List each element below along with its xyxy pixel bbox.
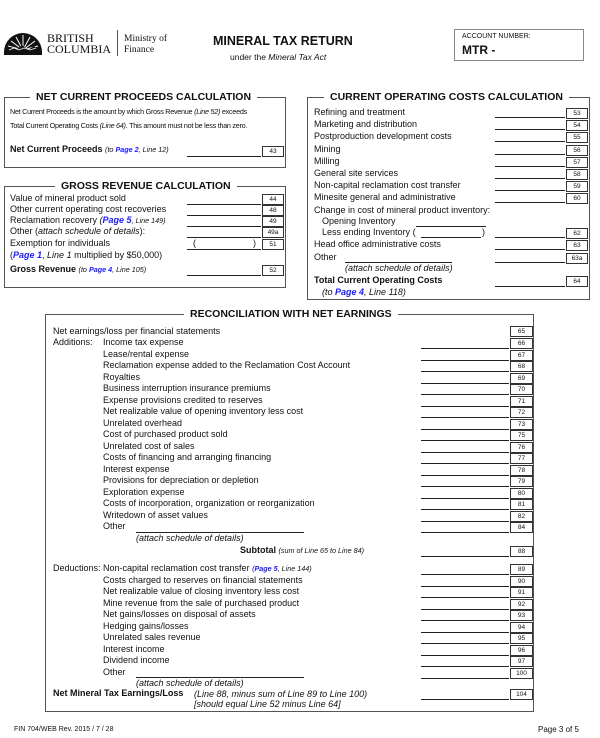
total-operating-costs-input[interactable] xyxy=(495,286,565,287)
deduction-item-label: Interest income xyxy=(103,643,165,654)
deductions-attach-note: (attach schedule of details) xyxy=(136,678,244,688)
oc-item-label: Minesite general and administrative xyxy=(314,192,456,203)
addition-item-input[interactable] xyxy=(421,406,509,407)
addition-item-label: Cost of purchased product sold xyxy=(103,429,228,439)
addition-item-label: Income tax expense xyxy=(103,337,184,347)
deduction-item-input[interactable] xyxy=(421,666,509,667)
addition-line-number: 77 xyxy=(510,453,533,464)
oc-item-label: Mining xyxy=(314,143,341,154)
deduction-line-number: 89 xyxy=(510,564,533,575)
addition-item-input[interactable] xyxy=(421,521,509,522)
deduction-item-label: Net gains/losses on disposal of assets xyxy=(103,609,256,619)
deduction-line-number: 90 xyxy=(510,576,533,587)
oc-line-63a-input[interactable] xyxy=(495,262,565,263)
oc-line-63-input[interactable] xyxy=(495,249,565,250)
net-mineral-tax-ref-2: [should equal Line 52 minus Line 64] xyxy=(194,699,341,709)
oc-item-input[interactable] xyxy=(495,154,565,155)
deduction-item-input[interactable] xyxy=(421,620,509,621)
ministry-name xyxy=(124,34,167,56)
net-mineral-tax-ref-1: (Line 88, minus sum of Line 89 to Line 100) xyxy=(194,689,368,699)
addition-line-number: 80 xyxy=(510,488,533,499)
deduction-line-number: 95 xyxy=(510,633,533,644)
gr-exemption-note: (Page 1, Line 1 multiplied by $50,000) xyxy=(10,250,163,260)
form-subtitle: under the Mineral Tax Act xyxy=(230,52,327,62)
oc-line-number: 57 xyxy=(566,157,588,168)
line-88: 88 xyxy=(510,546,533,557)
org-line2: COLUMBIA xyxy=(47,42,112,56)
addition-line-number: 82 xyxy=(510,511,533,522)
gr-item-49-input[interactable] xyxy=(187,226,261,227)
bc-sun-mountain-icon xyxy=(2,28,44,56)
oc-item-input[interactable] xyxy=(495,117,565,118)
gross-revenue-title: GROSS REVENUE CALCULATION xyxy=(55,180,237,192)
addition-item-label: Provisions for depreciation or depletion xyxy=(103,475,259,485)
deduction-item-input[interactable] xyxy=(421,632,509,633)
inventory-change-label: Change in cost of mineral product inventory: xyxy=(314,205,491,215)
addition-item-input[interactable] xyxy=(421,509,509,510)
addition-line-number: 79 xyxy=(510,476,533,487)
addition-item-input[interactable] xyxy=(421,475,509,476)
page-1-link[interactable]: Page 1 xyxy=(13,250,43,260)
ncp-input[interactable] xyxy=(187,156,261,157)
ending-inventory-input[interactable] xyxy=(421,237,481,238)
addition-line-number: 70 xyxy=(510,384,533,395)
addition-item-label: Reclamation expense added to the Reclamation Cost Account xyxy=(103,360,351,370)
addition-item-input[interactable] xyxy=(421,383,509,384)
addition-item-input[interactable] xyxy=(421,394,509,395)
additions-attach-note: (attach schedule of details) xyxy=(136,533,244,543)
addition-line-number: 67 xyxy=(510,350,533,361)
oc-item-input[interactable] xyxy=(495,178,565,179)
oc-item-input[interactable] xyxy=(495,190,565,191)
total-operating-costs-ref: (to Page 4, Line 118) xyxy=(322,287,406,297)
net-current-proceeds-title: NET CURRENT PROCEEDS CALCULATION xyxy=(30,91,257,103)
oc-line-number: 60 xyxy=(566,193,588,204)
gr-item-51-paren-open: ( xyxy=(193,238,196,248)
addition-item-input[interactable] xyxy=(421,498,509,499)
addition-item-label: Royalties xyxy=(103,371,141,382)
addition-line-number: 69 xyxy=(510,373,533,384)
gr-item-51-input[interactable] xyxy=(187,249,261,250)
addition-item-label: Expense provisions credited to reserves xyxy=(103,394,263,405)
operating-costs-title: CURRENT OPERATING COSTS CALCULATION xyxy=(324,91,569,103)
addition-item-label: Other xyxy=(103,521,126,531)
addition-item-input[interactable] xyxy=(421,532,509,533)
deduction-item-label: Unrelated sales revenue xyxy=(103,632,201,642)
addition-item-input[interactable] xyxy=(421,486,509,487)
net-mineral-tax-input[interactable] xyxy=(421,699,509,700)
addition-item-label: Lease/rental expense xyxy=(103,348,190,359)
additions-label: Additions: xyxy=(53,337,93,347)
gr-item-49a-label: Other (attach schedule of details): xyxy=(10,226,146,236)
oc-item-input[interactable] xyxy=(495,141,565,142)
page-5-link-2[interactable]: Page 5 xyxy=(254,564,278,573)
opening-inventory-input[interactable] xyxy=(416,226,486,227)
total-operating-costs-label: Total Current Operating Costs xyxy=(314,275,443,285)
page-2-link[interactable]: Page 2 xyxy=(115,145,139,154)
addition-item-label: Writedown of asset values xyxy=(103,509,208,520)
form-id: FIN 704/WEB Rev. 2015 / 7 / 28 xyxy=(14,726,114,733)
addition-line-number: 78 xyxy=(510,465,533,476)
ending-inventory-label: Less ending Inventory ( xyxy=(322,227,416,237)
oc-item-label: Non-capital reclamation cost transfer xyxy=(314,180,461,191)
gross-revenue-total-label: Gross Revenue (to Page 4, Line 105) xyxy=(10,264,147,274)
deduction-item-input[interactable] xyxy=(421,643,509,644)
addition-item-label: Business interruption insurance premiums xyxy=(103,383,271,393)
page-4-link-2[interactable]: Page 4 xyxy=(335,287,365,297)
oc-item-label: Postproduction development costs xyxy=(314,131,452,142)
ncp-description-1: Net Current Proceeds is the amount by which Gross Revenue (Line 52) exceeds xyxy=(10,107,247,116)
opening-inventory-label: Opening Inventory xyxy=(322,216,396,226)
logo-divider xyxy=(117,30,118,56)
net-mineral-tax-label: Net Mineral Tax Earnings/Loss xyxy=(53,688,184,698)
deduction-item-input[interactable] xyxy=(421,678,509,679)
addition-line-number: 76 xyxy=(510,442,533,453)
deduction-item-label: Dividend income xyxy=(103,655,170,665)
oc-item-label: Marketing and distribution xyxy=(314,119,418,130)
ending-inventory-paren-close: ) xyxy=(482,227,485,237)
account-number-value[interactable]: MTR - xyxy=(462,43,496,57)
addition-item-input[interactable] xyxy=(421,360,509,361)
gr-item-48-input[interactable] xyxy=(187,215,261,216)
head-office-label: Head office administrative costs xyxy=(314,239,441,249)
deduction-item-label: Other xyxy=(103,666,126,677)
line-43: 43 xyxy=(262,146,284,157)
deduction-line-number: 91 xyxy=(510,587,533,598)
line-49a: 49a xyxy=(262,227,284,238)
oc-item-input[interactable] xyxy=(495,166,565,167)
addition-item-input[interactable] xyxy=(421,429,509,430)
addition-item-label: Interest expense xyxy=(103,463,170,474)
addition-line-number: 72 xyxy=(510,407,533,418)
deduction-item-label: Hedging gains/losses xyxy=(103,620,189,631)
addition-item-label: Exploration expense xyxy=(103,486,185,497)
addition-line-number: 73 xyxy=(510,419,533,430)
oc-attach-note: (attach schedule of details) xyxy=(345,263,453,273)
oc-line-number: 58 xyxy=(566,169,588,180)
org-line1: BRITISH xyxy=(47,31,94,45)
deduction-item-label: Mine revenue from the sale of purchased product xyxy=(103,597,300,608)
addition-line-number: 84 xyxy=(510,522,533,533)
gr-item-44-label: Value of mineral product sold xyxy=(10,193,126,203)
line-52: 52 xyxy=(262,265,284,276)
gross-revenue-total-input[interactable] xyxy=(187,275,261,276)
deduction-line-number: 94 xyxy=(510,622,533,633)
subtotal-label: Subtotal (sum of Line 65 to Line 84) xyxy=(240,545,365,555)
oc-line-number: 54 xyxy=(566,120,588,131)
addition-line-number: 71 xyxy=(510,396,533,407)
line-49: 49 xyxy=(262,216,284,227)
line-63: 63 xyxy=(566,240,588,251)
oc-line-number: 59 xyxy=(566,181,588,192)
addition-item-input[interactable] xyxy=(421,463,509,464)
net-earnings-label: Net earnings/loss per financial statements xyxy=(53,326,221,336)
addition-item-input[interactable] xyxy=(421,452,509,453)
line-65: 65 xyxy=(510,326,533,337)
addition-item-label: Costs of financing and arranging financing xyxy=(103,452,272,462)
ministry-line1: Ministry of xyxy=(124,34,168,44)
subtotal-input[interactable] xyxy=(421,556,509,557)
deduction-item-input[interactable] xyxy=(421,586,509,587)
page-number: Page 3 of 5 xyxy=(538,725,579,734)
deduction-line-number: 96 xyxy=(510,645,533,656)
ncp-description-2: Total Current Operating Costs (Line 64). This amount must not be less than zero. xyxy=(10,121,248,130)
oc-item-label: Refining and treatment xyxy=(314,107,406,117)
oc-item-input[interactable] xyxy=(495,129,565,130)
deduction-item-input[interactable] xyxy=(421,574,509,575)
gr-item-48-label: Other current operating cost recoveries xyxy=(10,204,167,214)
deduction-line-number: 92 xyxy=(510,599,533,610)
deduction-line-number: 93 xyxy=(510,610,533,621)
addition-item-input[interactable] xyxy=(421,371,509,372)
deductions-label: Deductions: xyxy=(53,563,101,573)
deduction-item-input[interactable] xyxy=(421,655,509,656)
oc-line-number: 56 xyxy=(566,145,588,156)
addition-line-number: 66 xyxy=(510,338,533,349)
addition-item-label: Net realizable value of opening inventory less cost xyxy=(103,406,304,416)
ncp-label: Net Current Proceeds (to Page 2, Line 12) xyxy=(10,144,169,154)
form-title: MINERAL TAX RETURN xyxy=(213,34,353,48)
addition-item-label: Unrelated overhead xyxy=(103,417,183,428)
deduction-item-input[interactable] xyxy=(421,609,509,610)
oc-item-label: General site services xyxy=(314,168,399,178)
reconciliation-title: RECONCILIATION WITH NET EARNINGS xyxy=(184,308,398,320)
oc-other-label: Other xyxy=(314,252,337,262)
page-4-link[interactable]: Page 4 xyxy=(88,265,113,274)
oc-line-number: 53 xyxy=(566,108,588,119)
account-number-box[interactable] xyxy=(454,29,584,61)
line-63a: 63a xyxy=(566,253,588,264)
ministry-line2: Finance xyxy=(124,45,155,55)
oc-line-62-input[interactable] xyxy=(495,237,565,238)
oc-item-input[interactable] xyxy=(495,202,565,203)
line-44: 44 xyxy=(262,194,284,205)
line-51: 51 xyxy=(262,239,284,250)
line-104: 104 xyxy=(510,689,533,700)
addition-item-input[interactable] xyxy=(421,348,509,349)
oc-item-label: Milling xyxy=(314,155,340,166)
addition-line-number: 75 xyxy=(510,430,533,441)
gr-item-51-label: Exemption for individuals xyxy=(10,238,111,248)
addition-item-label: Unrelated cost of sales xyxy=(103,440,195,451)
deduction-line-number: 100 xyxy=(510,668,533,679)
addition-item-label: Costs of incorporation, organization or reorganization xyxy=(103,498,315,508)
gr-item-44-input[interactable] xyxy=(187,204,261,205)
gr-item-49-label: Reclamation recovery (Page 5, Line 149) xyxy=(10,215,166,225)
addition-line-number: 81 xyxy=(510,499,533,510)
line-62: 62 xyxy=(566,228,588,239)
oc-line-number: 55 xyxy=(566,132,588,143)
deduction-item-label: Non-capital reclamation cost transfer (Page 5, Line 144) xyxy=(103,563,312,573)
deduction-item-input[interactable] xyxy=(421,597,509,598)
line-64: 64 xyxy=(566,276,588,287)
deduction-item-label: Net realizable value of closing inventory less cost xyxy=(103,586,300,596)
bc-wordmark xyxy=(47,33,111,55)
line-48: 48 xyxy=(262,205,284,216)
page-5-link[interactable]: Page 5 xyxy=(102,215,132,225)
gr-item-51-paren-close: ) xyxy=(253,238,256,248)
account-number-label: ACCOUNT NUMBER: xyxy=(462,33,531,40)
addition-item-input[interactable] xyxy=(421,417,509,418)
gr-item-49a-input[interactable] xyxy=(187,237,261,238)
bc-logo xyxy=(2,28,44,56)
addition-item-input[interactable] xyxy=(421,440,509,441)
addition-line-number: 68 xyxy=(510,361,533,372)
deduction-item-label: Costs charged to reserves on financial statements xyxy=(103,574,303,585)
deduction-line-number: 97 xyxy=(510,656,533,667)
